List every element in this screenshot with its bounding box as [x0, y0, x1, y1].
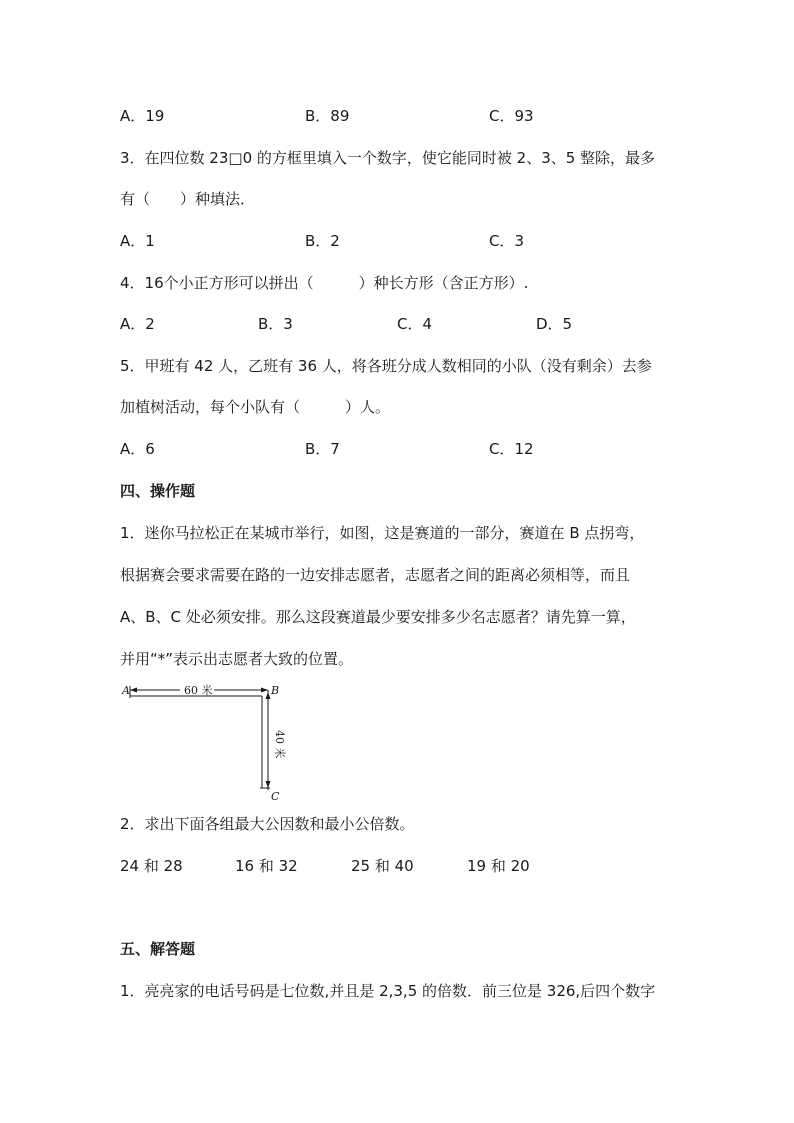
q3-text-line2: 有（ ）种填法． — [120, 190, 256, 208]
q3-option-a: A．1 — [120, 232, 155, 250]
track-figure — [118, 680, 298, 802]
number-pair-4: 19 和 20 — [467, 857, 530, 875]
q5-option-b: B．7 — [305, 440, 340, 458]
label-c: C — [271, 790, 280, 802]
arrow-c — [266, 781, 271, 788]
arrow-b — [261, 688, 268, 693]
section4-q1-line3: A、B、C 处必须安排。那么这段赛道最少要安排多少名志愿者？请先算一算， — [120, 608, 636, 626]
label-a: A — [122, 684, 130, 697]
q4-text-line1: 4．16个小正方形可以拼出（ ）种长方形（含正方形）. — [120, 274, 529, 292]
section4-q1-line4: 并用“*”表示出志愿者大致的位置。 — [120, 650, 354, 668]
q2-option-a: A．19 — [120, 107, 165, 125]
number-pair-3: 25 和 40 — [351, 857, 414, 875]
q5-option-a: A．6 — [120, 440, 155, 458]
number-pair-1: 24 和 28 — [120, 857, 183, 875]
q2-option-b: B．89 — [305, 107, 350, 125]
section4-q1-line2: 根据赛会要求需要在路的一边安排志愿者，志愿者之间的距离必须相等，而且 — [120, 566, 631, 584]
q4-option-d: D．5 — [536, 315, 573, 333]
label-b: B — [271, 684, 280, 697]
q5-option-c: C．12 — [489, 440, 534, 458]
q4-option-a: A．2 — [120, 315, 155, 333]
q3-option-c: C．3 — [489, 232, 525, 250]
section5-heading: 五、解答题 — [120, 940, 196, 958]
q2-option-c: C．93 — [489, 107, 534, 125]
arrow-a — [130, 688, 137, 693]
q4-option-b: B．3 — [258, 315, 293, 333]
section4-q2-text: 2．求出下面各组最大公因数和最小公倍数。 — [120, 815, 415, 833]
q3-text-line1: 3．在四位数 23□0 的方框里填入一个数字，使它能同时被 2、3、5 整除，最多 — [120, 149, 656, 167]
section5-q1-line1: 1．亮亮家的电话号码是七位数,并且是 2,3,5 的倍数．前三位是 326,后四个数字 — [120, 982, 656, 1000]
q5-text-line2: 加植树活动，每个小队有（ ）人。 — [120, 398, 391, 416]
arrow-b-down — [266, 692, 271, 699]
section4-heading: 四、操作题 — [120, 482, 196, 500]
q5-text-line1: 5．甲班有 42 人，乙班有 36 人，将各班分成人数相同的小队（没有剩余）去参 — [120, 357, 652, 375]
label-ab-length: 60 米 — [184, 684, 213, 697]
q4-option-c: C．4 — [397, 315, 433, 333]
section4-q1-line1: 1．迷你马拉松正在某城市举行，如图，这是赛道的一部分，赛道在 B 点拐弯， — [120, 524, 645, 542]
label-bc-length: 40 米 — [273, 730, 286, 759]
number-pair-2: 16 和 32 — [235, 857, 298, 875]
q3-option-b: B．2 — [305, 232, 340, 250]
